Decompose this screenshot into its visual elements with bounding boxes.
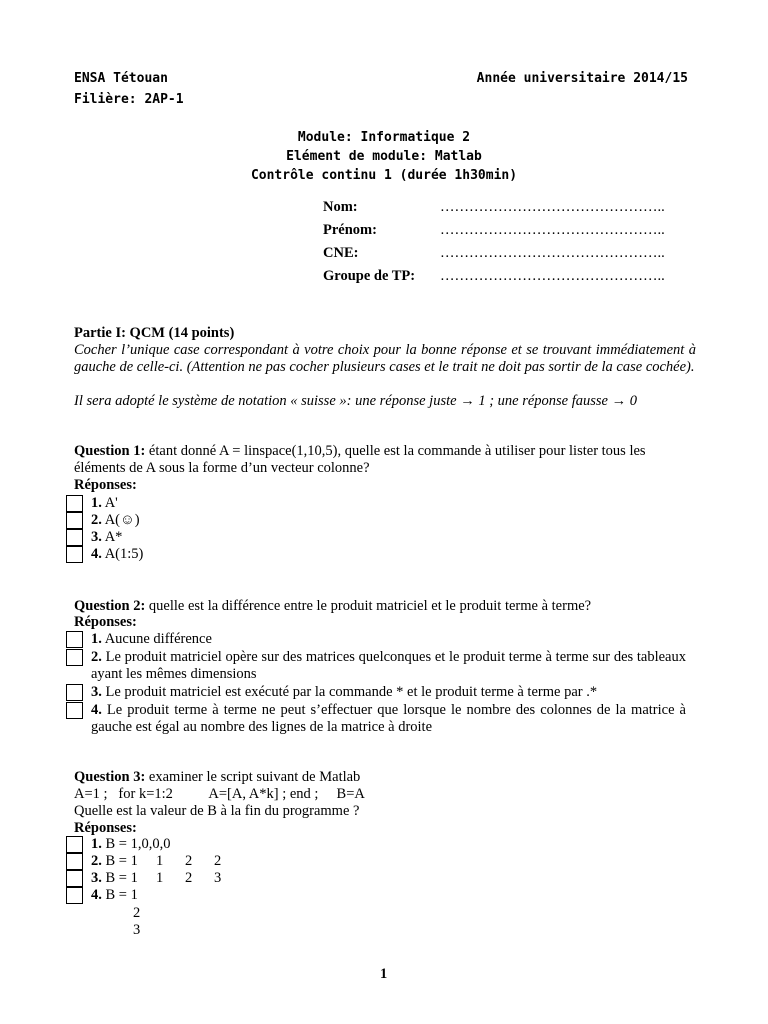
- q1-option-4: [91, 546, 143, 563]
- q1-option-1-checkbox[interactable]: [66, 495, 83, 512]
- element-title: Elément de module: Matlab: [286, 149, 482, 164]
- q2-option-3-text: Le produit matriciel est exécuté par la commande * et le produit terme à terme par .*: [101, 684, 598, 700]
- q1-option-4-text: A(1:5): [101, 546, 144, 562]
- q2-option-2: [91, 649, 686, 683]
- q3-option-1-text: B = 1,0,0,0: [101, 836, 171, 852]
- groupe-tp-field[interactable]: ………………………………………..: [440, 268, 665, 284]
- q2-option-1-num: 1.: [91, 631, 102, 647]
- q1-option-3-checkbox[interactable]: [66, 529, 83, 546]
- q3-option-4-text: B = 1: [101, 887, 138, 903]
- q3-option-2-text: B = 1 1 2 2: [101, 853, 222, 869]
- q2-option-3-checkbox[interactable]: [66, 684, 83, 701]
- q2-option-1-text: Aucune différence: [101, 631, 212, 647]
- question-3-script: A=1 ; for k=1:2 A=[A, A*k] ; end ; B=A: [74, 786, 365, 802]
- q1-option-3-num: 3.: [91, 529, 102, 545]
- exam-title: Contrôle continu 1 (durée 1h30min): [250, 168, 518, 183]
- q2-option-2-num: 2.: [91, 649, 102, 665]
- q3-option-3-text: B = 1 1 2 3: [101, 870, 222, 886]
- q3-option-2-checkbox[interactable]: [66, 853, 83, 870]
- q2-option-4: [91, 702, 686, 736]
- q1-option-2-text: A(☺): [101, 512, 140, 528]
- partie1-notation: Il sera adopté le système de notation « suisse »: une réponse juste → 1 ; une réponse fausse → 0: [74, 393, 637, 409]
- q3-option-4-value-2: 2: [133, 905, 141, 921]
- q3-option-4-value-3: 3: [133, 922, 141, 938]
- cne-label: CNE:: [323, 245, 359, 261]
- q3-option-2: [91, 853, 221, 870]
- partie1-title: Partie I: QCM (14 points): [74, 325, 235, 341]
- page-number: 1: [380, 966, 388, 982]
- partie1-instructions: Cocher l’unique case correspondant à votre choix pour la bonne réponse et se trouvant immédiatement à gauche de celle-ci. (Attention ne pas cocher plusieurs cases et le trait ne doit pas sortir de la case cochée).: [74, 342, 696, 375]
- question-1-text: étant donné A = linspace(1,10,5), quelle est la commande à utiliser pour lister tous les éléments de A sous la forme d’un vecteur colonne?: [74, 443, 646, 476]
- prenom-label: Prénom:: [323, 222, 377, 238]
- cne-field[interactable]: ………………………………………..: [440, 245, 665, 261]
- q1-option-1-num: 1.: [91, 495, 102, 511]
- q3-option-2-num: 2.: [91, 853, 102, 869]
- q3-option-1-checkbox[interactable]: [66, 836, 83, 853]
- prenom-field[interactable]: ………………………………………..: [440, 222, 665, 238]
- question-1: [74, 443, 696, 477]
- nom-field[interactable]: ………………………………………..: [440, 199, 665, 215]
- nom-label: Nom:: [323, 199, 358, 215]
- question-2-responses-label: Réponses:: [74, 614, 137, 630]
- filiere: Filière: 2AP-1: [74, 92, 184, 107]
- q1-option-1-text: A': [101, 495, 118, 511]
- q1-option-2: [91, 512, 140, 529]
- question-2-label: Question 2:: [74, 598, 146, 614]
- question-3-text: examiner le script suivant de Matlab: [145, 769, 361, 785]
- q2-option-4-text: Le produit terme à terme ne peut s’effectuer que lorsque le nombre des colonnes de la matrice à gauche est égal au nombre des lignes de la matrice à droite: [91, 702, 686, 735]
- q1-option-2-num: 2.: [91, 512, 102, 528]
- q2-option-1-checkbox[interactable]: [66, 631, 83, 648]
- q1-option-2-checkbox[interactable]: [66, 512, 83, 529]
- q3-option-3-checkbox[interactable]: [66, 870, 83, 887]
- q3-option-1: [91, 836, 170, 853]
- q2-option-2-checkbox[interactable]: [66, 649, 83, 666]
- q3-option-1-num: 1.: [91, 836, 102, 852]
- question-2-text: quelle est la différence entre le produit matriciel et le produit terme à terme?: [145, 598, 592, 614]
- q3-option-4: [91, 887, 138, 904]
- question-3-responses-label: Réponses:: [74, 820, 137, 836]
- question-3: [74, 769, 360, 786]
- q2-option-4-checkbox[interactable]: [66, 702, 83, 719]
- question-3-label: Question 3:: [74, 769, 146, 785]
- q2-option-4-num: 4.: [91, 702, 102, 718]
- q2-option-3: [91, 684, 597, 701]
- q3-option-4-checkbox[interactable]: [66, 887, 83, 904]
- q2-option-3-num: 3.: [91, 684, 102, 700]
- question-1-responses-label: Réponses:: [74, 477, 137, 493]
- groupe-tp-label: Groupe de TP:: [323, 268, 416, 284]
- q2-option-1: [91, 631, 212, 648]
- q1-option-1: [91, 495, 118, 512]
- q3-option-4-num: 4.: [91, 887, 102, 903]
- q3-option-3-num: 3.: [91, 870, 102, 886]
- question-3-question-line: Quelle est la valeur de B à la fin du programme ?: [74, 803, 360, 819]
- question-1-label: Question 1:: [74, 443, 146, 459]
- q1-option-4-num: 4.: [91, 546, 102, 562]
- academic-year: Année universitaire 2014/15: [476, 71, 688, 86]
- school-name: ENSA Tétouan: [74, 71, 168, 86]
- q1-option-3-text: A*: [101, 529, 123, 545]
- q1-option-3: [91, 529, 122, 546]
- module-title: Module: Informatique 2: [297, 130, 471, 145]
- q3-option-3: [91, 870, 221, 887]
- q1-option-4-checkbox[interactable]: [66, 546, 83, 563]
- q2-option-2-text: Le produit matriciel opère sur des matrices quelconques et le produit terme à terme sur des tableaux ayant les mêmes dimensions: [91, 649, 686, 682]
- question-2: [74, 598, 591, 615]
